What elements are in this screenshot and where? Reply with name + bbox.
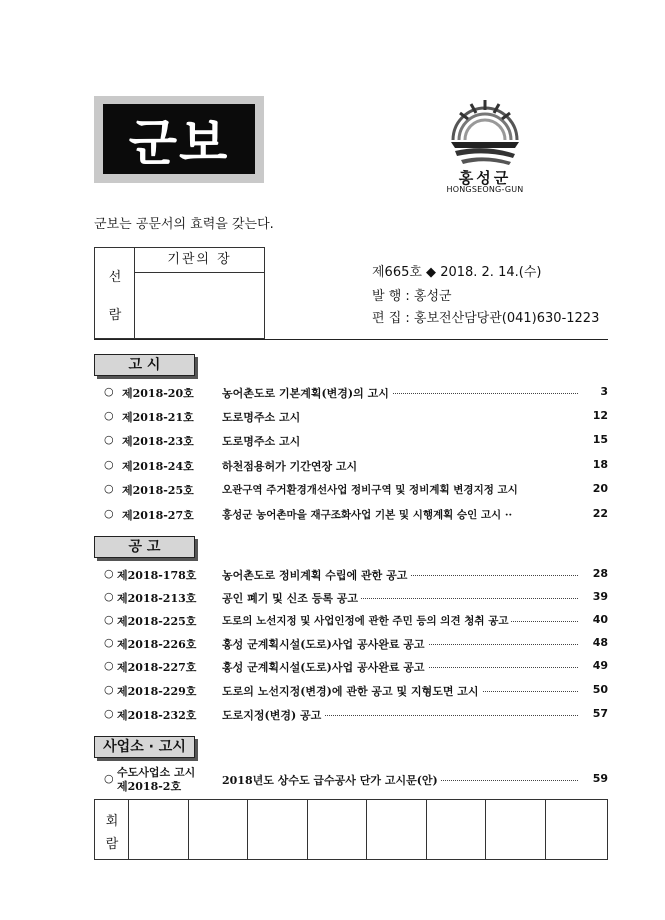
toc-number: 제2018-25호 [122, 484, 194, 497]
toc-page: 57 [592, 707, 608, 720]
toc-number: 제2018-24호 [122, 460, 194, 473]
section-title-office-notices: 사업소 · 고시 [94, 736, 195, 758]
toc-page: 12 [592, 409, 608, 422]
toc-row[interactable] [104, 707, 608, 725]
issue-number-date: 제665호 ◆ 2018. 2. 14.(수) [372, 265, 542, 280]
toc-title: 하천점용허가 기간연장 고시 [222, 460, 360, 473]
masthead-title: 군보 [103, 104, 255, 174]
toc-number-line1: 수도사업소 고시 [117, 766, 196, 779]
toc-row[interactable] [104, 764, 608, 794]
bullet-icon: ○ [104, 507, 114, 520]
toc-title: 공인 폐기 및 신조 등록 공고 [222, 592, 361, 605]
toc-title: 오관구역 주거환경개선사업 정비구역 및 정비계획 변경지정 고시 [222, 484, 521, 496]
toc-page: 20 [592, 482, 608, 495]
issue-editor: 편 집 : 홍보전산담당관(041)630-1223 [372, 311, 600, 326]
circulation-cell [367, 800, 427, 859]
toc-title: 홍성 군계획시설(도로)사업 공사완료 공고 [222, 661, 428, 674]
toc-row[interactable] [104, 613, 608, 631]
bullet-icon: ○ [104, 636, 114, 649]
toc-page: 49 [592, 659, 608, 672]
toc-title: 홍성 군계획시설(도로)사업 공사완료 공고 [222, 638, 428, 651]
toc-number: 제2018-20호 [122, 387, 194, 400]
toc-row[interactable] [104, 590, 608, 608]
toc-number: 제2018-213호 [117, 592, 197, 605]
bullet-icon: ○ [104, 683, 114, 696]
section-title-notices: 고 시 [94, 354, 195, 376]
toc-page: 59 [592, 772, 608, 785]
toc-page: 22 [592, 507, 608, 520]
toc-row[interactable] [104, 482, 608, 500]
toc-title: 도로의 노선지정(변경)에 관한 공고 및 지형도면 고시 [222, 685, 482, 698]
toc-row[interactable] [104, 567, 608, 585]
circulation-cell [308, 800, 367, 859]
circulation-cell [248, 800, 308, 859]
toc-page: 48 [592, 636, 608, 649]
approval-label-top: 선 [108, 270, 122, 285]
circulation-cell [189, 800, 248, 859]
toc-row[interactable] [104, 659, 608, 677]
toc-title: 도로지정(변경) 공고 [222, 709, 324, 722]
toc-row[interactable] [104, 409, 608, 427]
toc-page: 28 [592, 567, 608, 580]
approval-label-bottom: 람 [108, 308, 122, 323]
approval-box [94, 247, 265, 339]
bullet-icon: ○ [104, 613, 114, 626]
bullet-icon: ○ [104, 385, 114, 398]
bullet-icon: ○ [104, 659, 114, 672]
issue-publisher: 발 행 : 홍성군 [372, 289, 452, 304]
circulation-label-bottom: 람 [105, 837, 119, 852]
circulation-label-top: 회 [105, 814, 119, 829]
circulation-cell [546, 800, 605, 859]
bullet-icon: ○ [104, 458, 114, 471]
toc-number: 제2018-225호 [117, 615, 197, 628]
toc-number: 제2018-232호 [117, 709, 197, 722]
toc-number: 제2018-226호 [117, 638, 197, 651]
toc-title: 2018년도 상수도 급수공사 단가 고시문(안) [222, 774, 441, 787]
toc-page: 18 [592, 458, 608, 471]
circulation-cell [486, 800, 546, 859]
section-title-announcements: 공 고 [94, 536, 195, 558]
bullet-icon: ○ [104, 772, 114, 785]
toc-title: 홍성군 농어촌마을 재구조화사업 기본 및 시행계획 승인 고시 ·· [222, 509, 515, 521]
logo-roman-name: HONGSEONG-GUN [446, 185, 524, 194]
toc-title: 농어촌도로 정비계획 수립에 관한 공고 [222, 569, 410, 582]
toc-number-line2: 제2018-2호 [117, 780, 182, 793]
toc-row[interactable] [104, 385, 608, 403]
circulation-label [95, 800, 129, 859]
toc-number: 제2018-227호 [117, 661, 197, 674]
circulation-cell [129, 800, 189, 859]
bullet-icon: ○ [104, 707, 114, 720]
logo-name: 홍성군 [458, 169, 512, 187]
bullet-icon: ○ [104, 567, 114, 580]
toc-number: 제2018-178호 [117, 569, 197, 582]
toc-title: 도로의 노선지정 및 사업인정에 관한 주민 등의 의견 청취 공고 [222, 615, 511, 627]
toc-number: 제2018-229호 [117, 685, 197, 698]
toc-page: 39 [592, 590, 608, 603]
approval-header: 기관의 장 [135, 248, 264, 273]
toc-row[interactable] [104, 433, 608, 451]
toc-title: 도로명주소 고시 [222, 411, 303, 424]
toc-number: 제2018-27호 [122, 509, 194, 522]
toc-row[interactable] [104, 458, 608, 476]
circulation-cell [427, 800, 486, 859]
toc-title: 농어촌도로 기본계획(변경)의 고시 [222, 387, 392, 400]
bullet-icon: ○ [104, 590, 114, 603]
circulation-table [94, 799, 608, 860]
toc-row[interactable] [104, 636, 608, 654]
toc-number: 제2018-23호 [122, 435, 194, 448]
toc-page: 50 [592, 683, 608, 696]
toc-page: 15 [592, 433, 608, 446]
toc-number: 제2018-21호 [122, 411, 194, 424]
header-divider [94, 339, 608, 340]
legal-statement: 군보는 공문서의 효력을 갖는다. [94, 217, 274, 232]
bullet-icon: ○ [104, 409, 114, 422]
toc-page: 3 [600, 385, 608, 398]
toc-title: 도로명주소 고시 [222, 435, 303, 448]
approval-label-column [95, 248, 135, 338]
bullet-icon: ○ [104, 482, 114, 495]
toc-page: 40 [592, 613, 608, 626]
toc-row[interactable] [104, 683, 608, 701]
toc-row[interactable] [104, 507, 608, 525]
bullet-icon: ○ [104, 433, 114, 446]
